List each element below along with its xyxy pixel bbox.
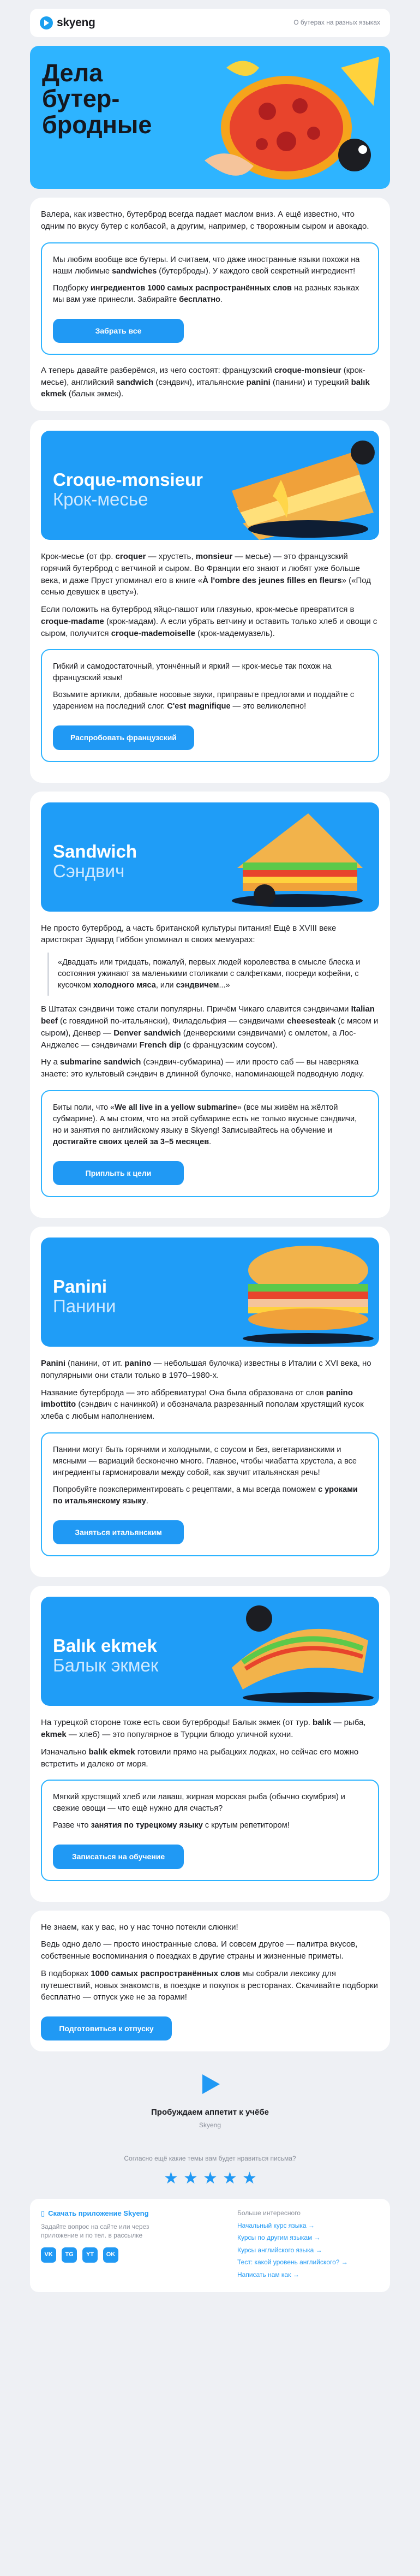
sandwich-section <box>30 792 390 1218</box>
youtube-icon[interactable]: YT <box>82 2247 98 2263</box>
croque-title: Croque-monsieur <box>53 469 203 490</box>
hero-pizza-illustration <box>161 46 390 189</box>
star-icon[interactable]: ★ <box>203 2169 218 2187</box>
intro-note-text-2: Подборку ингредиентов 1000 самых распространённых слов на разных языках мы вам уже принесли. Забирайте бесплатно. <box>53 283 359 304</box>
header-tagline: О бутерах на разных языках <box>293 19 380 27</box>
intro-paragraph-2: А теперь давайте разберёмся, из чего состоят: французский croque-monsieur (крок-месье), английский sandwich (сэндвич), итальянские panini (панини) и турецкий balık ekmek (балык экмек). <box>41 365 370 399</box>
footer-link[interactable]: Курсы по другим языкам → <box>237 2234 321 2242</box>
croque-paragraph-1: Крок-месье (от фр. croquer — хрустеть, monsieur — месье) — это французский горячий бутерброд с ветчиной и сыром. Во Франции его знают и любят уже больше века, и даже Пруст упоминал его в книге «À l'ombre des jeunes filles en fleurs» («Под сенью девушек в цвету»). <box>41 552 371 597</box>
balik-illustration <box>199 1597 379 1706</box>
download-app-link[interactable]: ▯ Скачать приложение Skyeng <box>41 2209 177 2219</box>
panini-paragraph-2: Название бутерброда — это аббревиатура! Она была образована от слов panino imbottito (сэндвич с начинкой) и обозначала разрезанный пополам хрустящий кусок хлеба с любым наполнением. <box>41 1388 364 1421</box>
gibbon-quote: «Двадцать или тридцать, пожалуй, первых людей королевства в смысле блеска и состояния ужинают за маленькими столиками с салфетками, посреди кофейни, с кусочком холодного мяса, или сэндвичем...» <box>47 953 379 996</box>
telegram-icon[interactable]: TG <box>62 2247 77 2263</box>
croque-note-text-2: Возьмите артикли, добавьте носовые звуки, приправьте предлогами и поддайте с ударением на последний слог. C'est magnifique — это великолепно! <box>53 691 355 711</box>
email-header <box>30 9 390 37</box>
panini-title: Panini <box>53 1276 107 1297</box>
croque-illustration <box>199 431 379 540</box>
hero-title: Дела бутер-бродные <box>42 59 152 139</box>
croque-note <box>41 649 379 762</box>
panini-section <box>30 1227 390 1577</box>
sail-to-goal-button[interactable]: Приплыть к цели <box>53 1161 184 1185</box>
intro-note-text-1: Мы любим вообще все бутеры. И считаем, что даже иностранные языки похожи на наши любимые sandwiches (бутерброды). У каждого свой секретный ингредиент! <box>53 255 360 276</box>
vk-icon[interactable]: VK <box>41 2247 56 2263</box>
balik-banner <box>41 1597 379 1706</box>
croque-section <box>30 420 390 783</box>
sandwich-paragraph-3: Ну а submarine sandwich (сэндвич-субмарина) — или просто саб — вы наверняка знаете: это культовый сэндвич в длинной булочке, напоминающей подводную лодку. <box>41 1057 364 1079</box>
ok-icon[interactable]: OK <box>103 2247 118 2263</box>
star-icon[interactable]: ★ <box>223 2169 237 2187</box>
skyeng-logo[interactable] <box>40 15 95 31</box>
logo-text: skyeng <box>57 16 95 29</box>
balik-paragraph-2: Изначально balık ekmek готовили прямо на рыбацких лодках, но сейчас его можно встретить и далеко от моря. <box>41 1747 359 1769</box>
outro-paragraph-1: Не знаем, как у вас, но у нас точно потекли слюнки! <box>41 1922 238 1932</box>
sandwich-illustration <box>199 802 379 912</box>
intro-card <box>30 198 390 411</box>
rating-question: Согласно ещё какие темы вам будет нравиться письма? <box>124 2155 296 2163</box>
closing-signature: Skyeng <box>199 2121 221 2129</box>
sandwich-paragraph-1: Не просто бутерброд, а часть британской культуры питания! Ещё в XVIII веке аристократ Эдвард Гиббон упоминал в своих мемуарах: <box>41 923 337 945</box>
panini-note-text-2: Попробуйте поэкспериментировать с рецептами, а мы всегда поможем с уроками по итальянскому языку. <box>53 1485 358 1506</box>
balik-note-text-2: Разве что занятия по турецкому языку с крутым репетитором! <box>53 1821 290 1830</box>
study-italian-button[interactable]: Заняться итальянским <box>53 1520 184 1544</box>
outro-paragraph-3: В подборках 1000 самых распространённых слов мы собрали лексику для путешествий, новых знакомств, в поездке и покупок в ресторанах. Скачивайте подборки бесплатно — отпуск уже не за горами! <box>41 1968 378 2002</box>
panini-paragraph-1: Panini (панини, от ит. panino — небольшая булочка) известны в Италии с XVI века, но популярными они стали только в 1970–1980-х. <box>41 1359 371 1380</box>
outro-paragraph-2: Ведь одно дело — просто иностранные слова. И совсем другое — палитра вкусов, собственные воспоминания о поездках в другие страны и жизненные приметы. <box>41 1940 358 1961</box>
phone-icon: ▯ <box>41 2209 45 2217</box>
footer-link[interactable]: Курсы английского языка → <box>237 2246 322 2254</box>
croque-subtitle: Крок-месье <box>53 489 148 510</box>
sandwich-paragraph-2: В Штатах сэндвичи тоже стали популярны. Причём Чикаго славится сэндвичами Italian beef (с говядиной по-итальянски), Филадельфия — сэндвичами cheesesteak (с мясом и сыром), Денвер — Denver sandwich (денверскими сэндвичами) с омлетом, а Лос-Анджелес — сэндвичами French dip (с французским соусом). <box>41 1004 379 1050</box>
footer <box>30 2199 390 2292</box>
skyeng-play-icon <box>197 2071 223 2097</box>
footer-link[interactable]: Начальный курс языка → <box>237 2222 315 2230</box>
social-links <box>41 2247 177 2263</box>
croque-paragraph-2: Если положить на бутерброд яйцо-пашот или глазунью, крок-месье превратится в croque-madame (крок-мадам). А если убрать ветчину и оставить только хлеб и овощи с сыром, получится croque-mademoiselle (крок-мадемуазель). <box>41 605 377 638</box>
get-all-button[interactable]: Забрать все <box>53 319 184 343</box>
closing-block <box>30 2060 390 2135</box>
balik-paragraph-1: На турецкой стороне тоже есть свои бутерброды! Балык экмек (от тур. balık — рыба, ekmek — хлеб) — это популярное в Турции блюдо уличной кухни. <box>41 1718 366 1739</box>
croque-banner <box>41 431 379 540</box>
footer-link[interactable]: Тест: какой уровень английского? → <box>237 2258 348 2266</box>
try-french-button[interactable]: Распробовать французский <box>53 725 194 749</box>
balik-note <box>41 1780 379 1881</box>
intro-note <box>41 242 379 355</box>
sandwich-note <box>41 1090 379 1197</box>
panini-note-text-1: Панини могут быть горячими и холодными, с соусом и без, вегетарианскими и мясными — вариаций бесконечно много. Главное, чтобы чиабатта хрустела, а все ингредиенты гармонировали между собой, как звучит итальянская речь! <box>53 1445 357 1477</box>
panini-note <box>41 1432 379 1556</box>
hero-banner <box>30 46 390 189</box>
sandwich-banner <box>41 802 379 912</box>
star-icon[interactable]: ★ <box>183 2169 198 2187</box>
intro-paragraph: Валера, как известно, бутерброд всегда падает маслом вниз. А ещё известно, что одним по вкусу бутер с колбасой, а другим, например, с творожным сыром и авокадо. <box>41 210 369 231</box>
footer-links-heading: Больше интересного <box>237 2209 301 2217</box>
croque-note-text-1: Гибкий и самодостаточный, утончённый и яркий — крок-месье так похож на французский язык! <box>53 662 332 683</box>
prepare-vacation-button[interactable]: Подготовиться к отпуску <box>41 2016 172 2040</box>
sandwich-title: Sandwich <box>53 841 137 861</box>
logo-mark-icon <box>40 16 53 29</box>
footer-description: Задайте вопрос на сайте или через приложение и по тел. в рассылке <box>41 2222 149 2239</box>
star-icon[interactable]: ★ <box>164 2169 178 2187</box>
balik-section <box>30 1586 390 1901</box>
panini-illustration <box>199 1238 379 1347</box>
outro-card <box>30 1911 390 2052</box>
sandwich-note-text: Биты поли, что «We all live in a yellow submarine» (все мы живём на жёлтой субмарине). А мы стоим, что на этой субмарине есть не только вкусные сэндвичи, но и занятия по английскому языку в Skyeng! Записывайтесь на обучение и достигайте своих целей за 3–5 месяцев. <box>53 1103 357 1146</box>
star-icon[interactable]: ★ <box>242 2169 257 2187</box>
panini-banner <box>41 1238 379 1347</box>
balik-title: Balık ekmek <box>53 1635 157 1656</box>
rating-stars <box>30 2169 390 2187</box>
panini-subtitle: Панини <box>53 1296 116 1317</box>
sandwich-subtitle: Сэндвич <box>53 860 125 881</box>
closing-title: Пробуждаем аппетит к учёбе <box>151 2108 269 2117</box>
balik-note-text-1: Мягкий хрустящий хлеб или лаваш, жирная морская рыба (обычно скумбрия) и свежие овощи — что ещё нужно для счастья? <box>53 1793 345 1813</box>
enroll-button[interactable]: Записаться на обучение <box>53 1845 184 1869</box>
balik-subtitle: Балык экмек <box>53 1655 159 1676</box>
footer-link[interactable]: Написать нам как → <box>237 2270 299 2278</box>
